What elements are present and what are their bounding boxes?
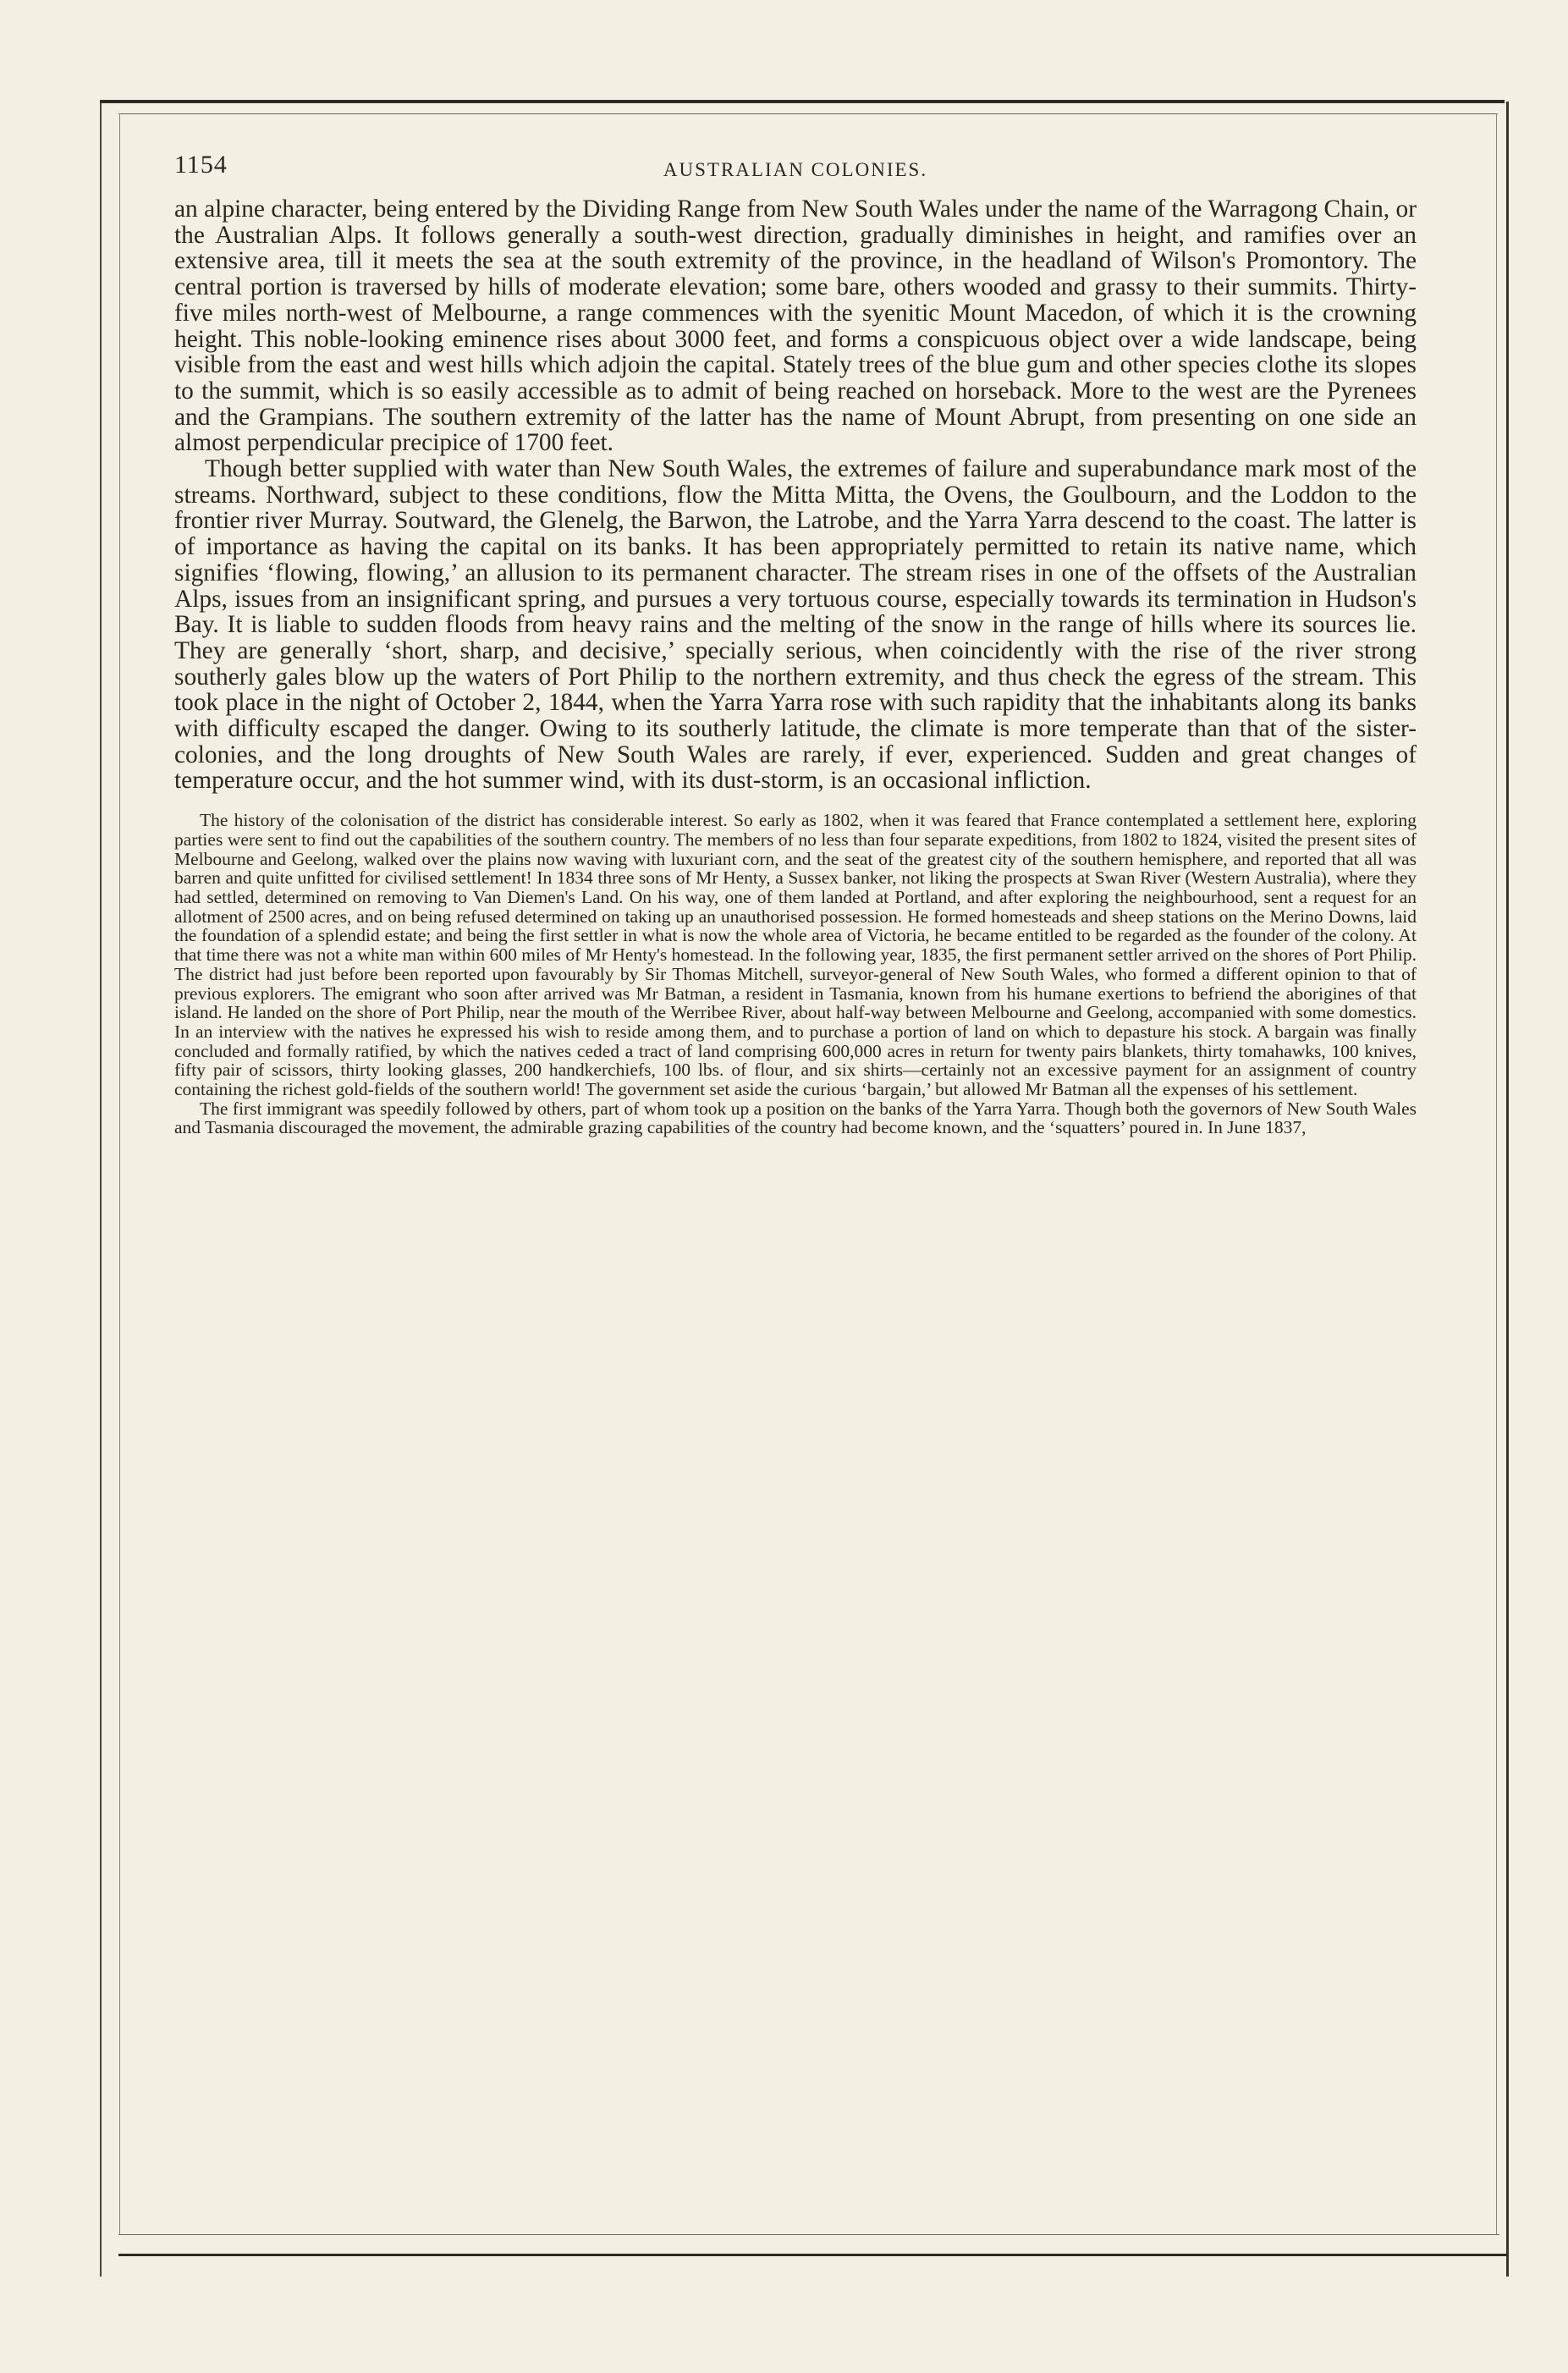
body-paragraph: an alpine character, being entered by the Dividing Range from New South Wales under the name of the Warragong Chain, or the Australian Alps. It follows generally a south-west direction, gradually diminishes in height, and ramifies over an extensive area, till it meets the sea at the south extremity of the province, in the headland of Wilson's Promontory. The central portion is traversed by hills of moderate elevation; some bare, others wooded and grassy to their summits. Thirty-five miles north-west of Melbourne, a range commences with the syenitic Mount Macedon, of which it is the crowning height. This noble-looking eminence rises about 3000 feet, and forms a conspicuous object over a wide landscape, being visible from the east and west hills which adjoin the capital. Stately trees of the blue gum and other species clothe its slopes to the summit, which is so easily accessible as to admit of being reached on horseback. More to the west are the Pyrenees and the Grampians. The southern extremity of the latter has the name of Mount Abrupt, from presenting on one side an almost perpendicular precipice of 1700 feet.	[174, 195, 1417, 457]
inner-right-rule	[1496, 113, 1497, 2234]
running-head: AUSTRALIAN COLONIES.	[663, 159, 928, 180]
page-content	[174, 151, 1417, 1137]
page-header	[174, 151, 1417, 196]
bottom-thick-rule	[118, 2254, 1506, 2256]
inner-left-rule	[119, 113, 120, 2234]
footnote	[174, 811, 1417, 1137]
page-number: 1154	[174, 151, 228, 179]
footnote-paragraph: The first immigrant was speedily followed by others, part of whom took up a position on the banks of the Yarra Yarra. Though both the governors of New South Wales and Tasmania discouraged the movement, the admirable grazing capabilities of the country had become known, and the ‘squatters’ poured in. In June 1837,	[174, 1098, 1417, 1138]
top-thin-rule	[118, 113, 1498, 114]
footnote-paragraph: The history of the colonisation of the district has considerable interest. So early as 1802, when it was feared that France contemplated a settlement here, exploring parties were sent to find out the capabilities of the southern country. The members of no less than four separate expeditions, from 1802 to 1824, visited the present sites of Melbourne and Geelong, walked over the plains now waving with luxuriant corn, and the seat of the greatest city of the southern hemisphere, and reported that all was barren and quite unfitted for civilised settlement! In 1834 three sons of Mr Henty, a Sussex banker, not liking the prospects at Swan River (Western Australia), where they had settled, determined on removing to Van Diemen's Land. On his way, one of them landed at Portland, and after exploring the neighbourhood, sent a request for an allotment of 2500 acres, and on being refused determined on taking up an unauthorised possession. He formed homesteads and sheep stations on the Merino Downs, laid the foundation of a splendid estate; and being the first settler in what is now the whole area of Victoria, he became entitled to be regarded as the founder of the colony. At that time there was not a white man within 600 miles of Mr Henty's homestead. In the following year, 1835, the first permanent settler arrived on the shores of Port Philip. The district had just before been reported upon favourably by Sir Thomas Mitchell, surveyor-general of New South Wales, who formed a different opinion to that of previous explorers. The emigrant who soon after arrived was Mr Batman, a resident in Tasmania, known from his humane exertions to befriend the aborigines of that island. He landed on the shore of Port Philip, near the mouth of the Werribee River, about half-way between Melbourne and Geelong, accompanied with some domestics. In an interview with the natives he expressed his wish to reside among them, and to purchase a portion of land on which to depasture his stock. A bargain was finally concluded and formally ratified, by which the natives ceded a tract of land comprising 600,000 acres in return for twenty pairs blankets, thirty tomahawks, 100 knives, fifty pair of scissors, thirty looking glasses, 200 handkerchiefs, 100 lbs. of flour, and six shirts—certainly not an excessive payment for an assignment of country containing the richest gold-fields of the southern world! The government set aside the curious ‘bargain,’ but allowed Mr Batman all the expenses of his settlement.	[174, 810, 1417, 1100]
bottom-thin-rule	[118, 2234, 1499, 2235]
body-paragraph: Though better supplied with water than New South Wales, the extremes of failure and superabundance mark most of the streams. Northward, subject to these conditions, flow the Mitta Mitta, the Ovens, the Goulbourn, and the Loddon to the frontier river Murray. Soutward, the Glenelg, the Barwon, the Latrobe, and the Yarra Yarra descend to the coast. The latter is of importance as having the capital on its banks. It has been appropriately permitted to retain its native name, which signifies ‘flowing, flowing,’ an allusion to its permanent character. The stream rises in one of the offsets of the Australian Alps, issues from an insignificant spring, and pursues a very tortuous course, especially towards its termination in Hudson's Bay. It is liable to sudden floods from heavy rains and the melting of the snow in the range of hills where its sources lie. They are generally ‘short, sharp, and decisive,’ specially serious, when coincidently with the rise of the river strong southerly gales blow up the waters of Port Philip to the northern extremity, and thus check the egress of the stream. This took place in the night of October 2, 1844, when the Yarra Yarra rose with such rapidity that the inhabitants along its banks with difficulty escaped the danger. Owing to its southerly latitude, the climate is more temperate than that of the sister-colonies, and the long droughts of New South Wales are rarely, if ever, experienced. Sudden and great changes of temperature occur, and the hot summer wind, with its dust-storm, is an occasional infliction.	[174, 455, 1417, 795]
top-thick-rule	[100, 100, 1505, 103]
body-text	[174, 196, 1417, 794]
